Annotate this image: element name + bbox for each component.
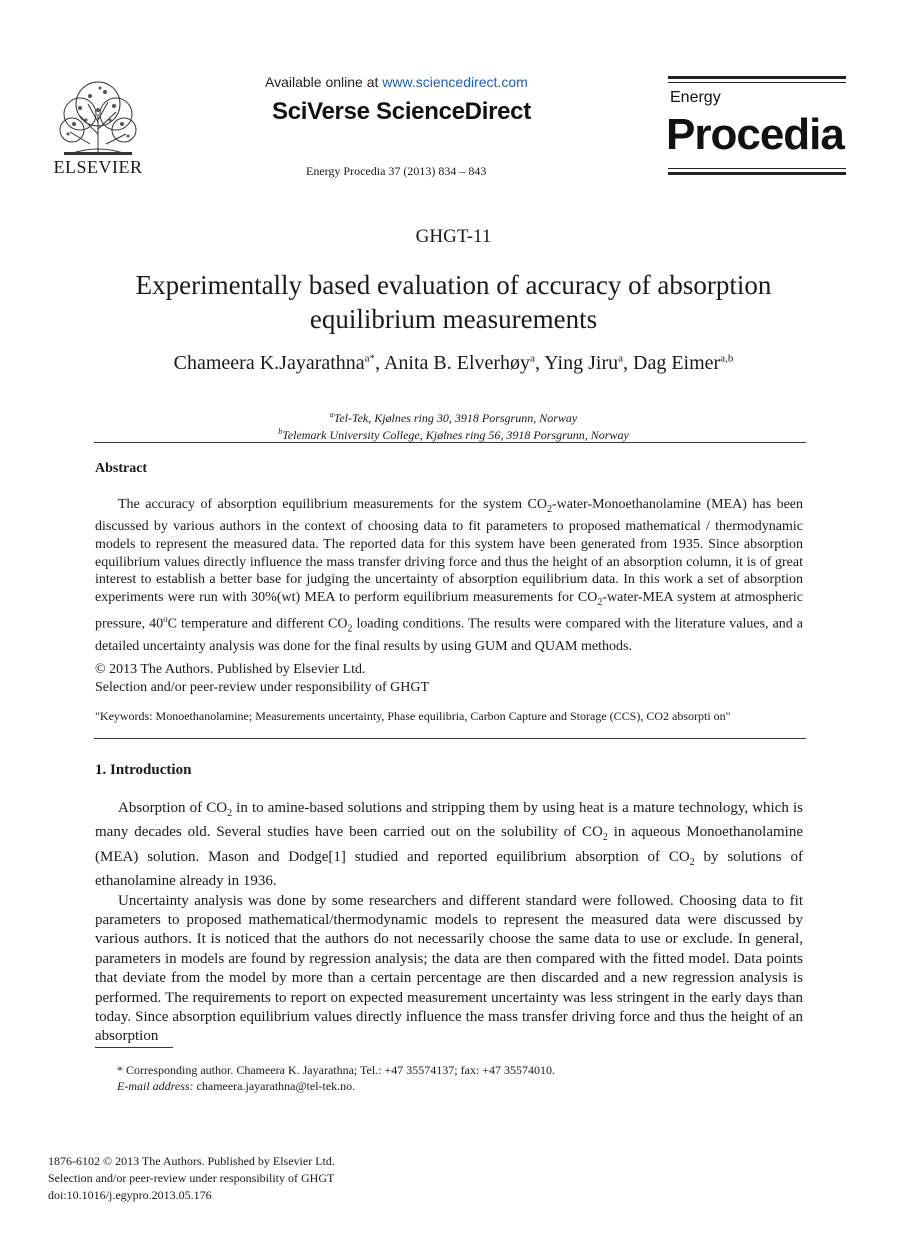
affiliation-text: Telemark University College, Kjølnes ring 56, 3918 Porsgrunn, Norway [282, 428, 629, 442]
author-affil-mark: a* [364, 352, 376, 365]
intro-paragraph-1: Absorption of $CO_2$ in to amine-based solutions and stripping them by using heat is a mature technology, which is many decades old. Several studies have been carried out on the solubility of $CO_2$ in aqueous Monoethanolamine (MEA) solution. Mason and Dodge[1] studied and reported equilibrium absorption of $CO_2$ by solutions of ethanolamine already in 1936. [95, 800, 803, 890]
copyright-line: © 2013 The Authors. Published by Elsevier Ltd. [95, 662, 366, 677]
journal-logo-small: Energy [670, 89, 721, 106]
author-name: Anita B. Elverhøy [383, 352, 531, 374]
procedia-rule-bottom [668, 172, 846, 175]
abstract-heading: Abstract [95, 461, 148, 476]
affiliation-a [0, 410, 907, 426]
section-heading-introduction: 1. Introduction [95, 762, 192, 778]
author-name: Dag Eimer [633, 352, 721, 374]
procedia-rule-top [668, 76, 846, 79]
procedia-rule-bottom-thin [668, 168, 846, 169]
affiliation-b [0, 427, 907, 443]
abstract-body: The accuracy of absorption equilibrium measurements for the system $CO_2-water$-Monoethanolamine (MEA) has been discussed by various authors in the context of choosing data to fit parameters to proposed mathematical / thermodynamic models to represent the measured data. The reported data for this system have been generated from 1935. Since absorption equilibrium values directly influence the mass transfer driving force and thus the height of an absorption column, it is of great interest to establish a better base for judging the uncertainty of absorption equilibrium data. In this work a set of absorption experiments were run with 30%(wt) MEA to perform equilibrium measurements for $CO_2-water$-MEA system at atmospheric pressure, 40$^o$C temperature and different $CO_2$ loading conditions. The results were compared with the literature values, and a detailed uncertainty analysis was done for the final results by using GUM and QUAM methods. [95, 497, 804, 655]
peer-review-note: Selection and/or peer-review under responsibility of GHGT [48, 1171, 335, 1185]
paper-title [60, 268, 847, 336]
doi[interactable]: doi:10.1016/j.egypro.2013.05.176 [48, 1188, 212, 1202]
author-affil-mark: a [618, 352, 624, 365]
journal-logo-big: Procedia [666, 110, 844, 159]
intro-paragraph-2: Uncertainty analysis was done by some researchers and different standard were followed. Choosing data to fit parameters to proposed mathematical/thermodynamic models to represent the measured data were discussed by various authors. It is noticed that the authors do not necessarily choose the same data to use or exclude. In general, parameters in models are found by regression analysis; the data are then compared with the fitted model. Data points that deviate from the model by more than a certain percentage are then discarded and a new regression analysis is performed. The requirements to report on expected measurement uncertainty was less stringent in the early days than today. Since absorption equilibrium values directly influence the mass transfer driving force and thus the height of an absorption [95, 892, 803, 1045]
email-label: E-mail address: [117, 1079, 194, 1093]
email-address[interactable]: chameera.jayarathna@tel-tek.no. [193, 1079, 356, 1093]
procedia-rule-top-thin [668, 82, 846, 83]
corresponding-author-footnote: * Corresponding author. Chameera K. Jayarathna; Tel.: +47 35574137; fax: +47 35574010. [117, 1063, 556, 1077]
available-prefix: Available online at [265, 74, 383, 90]
review-line: Selection and/or peer-review under responsibility of GHGT [95, 680, 430, 695]
abstract-copyright [95, 661, 429, 697]
author-separator: , [375, 352, 384, 374]
author-name: Chameera K.Jayarathna [173, 352, 365, 374]
keywords: "Keywords: Monoethanolamine; Measurements uncertainty, Phase equilibria, Carbon Capture and Storage (CCS), CO2 absorpti on" [95, 709, 731, 723]
title-line-1: Experimentally based evaluation of accuracy of absorption [135, 270, 772, 300]
email-footnote [117, 1079, 355, 1094]
affiliation-text: Tel-Tek, Kjølnes ring 30, 3918 Porsgrunn, Norway [333, 411, 578, 425]
issn-copyright: 1876-6102 © 2013 The Authors. Published by Elsevier Ltd. [48, 1154, 335, 1168]
available-online-text [265, 74, 528, 90]
author-affil-mark: a,b [720, 352, 734, 365]
journal-reference: Energy Procedia 37 (2013) 834 – 843 [306, 164, 487, 178]
author-separator: , [623, 352, 634, 374]
abstract-divider [94, 738, 806, 739]
platform-name: SciVerse ScienceDirect [272, 98, 531, 125]
footnote-rule [95, 1047, 173, 1048]
sciencedirect-link[interactable]: www.sciencedirect.com [382, 74, 528, 90]
author-separator: , [534, 352, 545, 374]
author-name: Ying Jiru [544, 352, 619, 374]
publisher-name: ELSEVIER [53, 157, 143, 177]
author-list [0, 352, 907, 375]
conference-name: GHGT-11 [415, 226, 492, 247]
author-affil-mark: a [530, 352, 535, 365]
header-divider [94, 442, 806, 443]
title-line-2: equilibrium measurements [309, 304, 598, 334]
affiliation-mark: b [278, 427, 283, 436]
affiliation-mark: a [329, 410, 334, 419]
introduction-body [95, 799, 803, 1047]
